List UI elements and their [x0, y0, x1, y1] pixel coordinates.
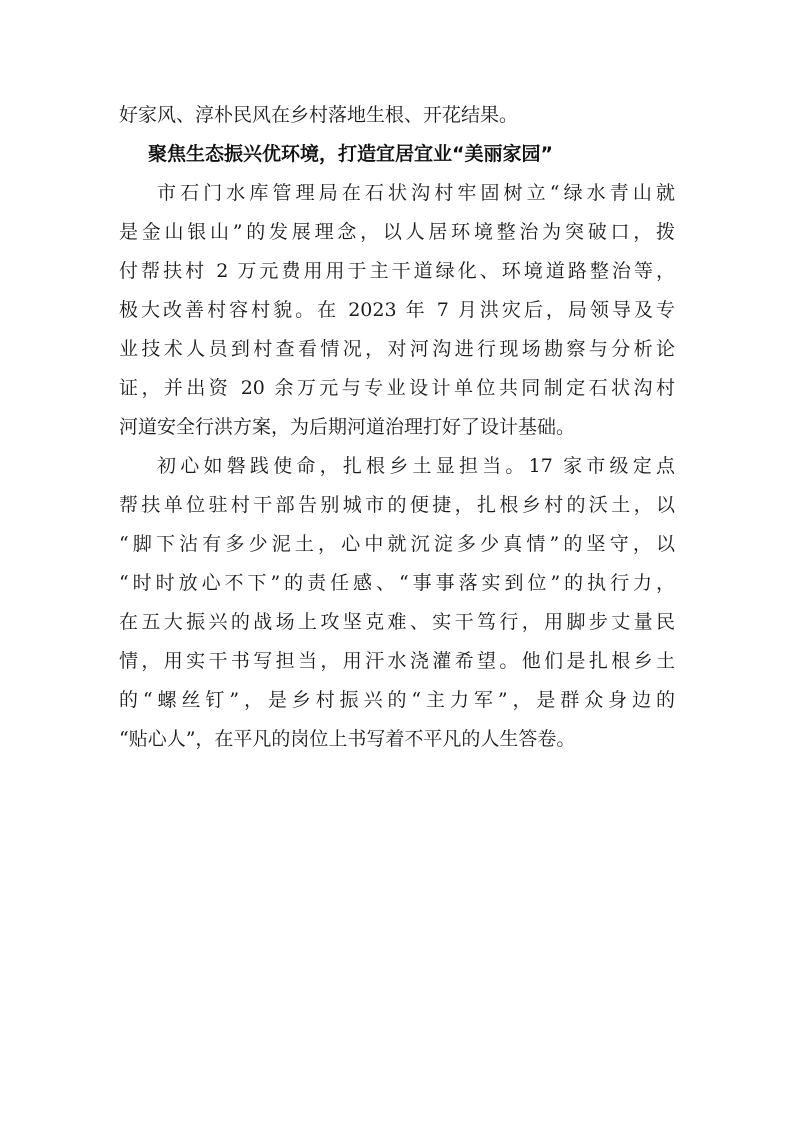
- text-line: 业技术人员到村查看情况，对河沟进行现场勘察与分析论: [119, 338, 675, 360]
- text-line: “时时放心不下”的责任感、“事事落实到位”的执行力，: [119, 572, 675, 594]
- text-line: 的“螺丝钉”，是乡村振兴的“主力军”，是群众身边的: [119, 689, 675, 711]
- paragraph-continuation: [119, 96, 675, 135]
- paragraph-mission: [119, 447, 675, 759]
- text-line: 付帮扶村 2 万元费用用于主干道绿化、环境道路整治等，: [119, 260, 675, 282]
- text-line: “贴心人”，在平凡的岗位上书写着不平凡的人生答卷。: [119, 728, 576, 750]
- text-line: 好家风、淳朴民风在乡村落地生根、开花结果。: [119, 104, 519, 126]
- text-line: 证，并出资 20 余万元与专业设计单位共同制定石状沟村: [119, 377, 675, 399]
- text-line: 在五大振兴的战场上攻坚克难、实干笃行，用脚步丈量民: [119, 611, 675, 633]
- text-line: 是金山银山”的发展理念，以人居环境整治为突破口，拨: [119, 221, 675, 243]
- text-line: 初心如磐践使命，扎根乡土显担当。17 家市级定点: [157, 455, 675, 477]
- text-line: 极大改善村容村貌。在 2023 年 7 月洪灾后，局领导及专: [119, 299, 675, 321]
- document-body: [119, 96, 675, 759]
- text-line: 情，用实干书写担当，用汗水浇灌希望。他们是扎根乡土: [119, 650, 675, 672]
- text-line: 河道安全行洪方案，为后期河道治理打好了设计基础。: [119, 416, 576, 438]
- text-line: “脚下沾有多少泥土，心中就沉淀多少真情”的坚守，以: [119, 533, 675, 555]
- text-line: 帮扶单位驻村干部告别城市的便捷，扎根乡村的沃土，以: [119, 494, 675, 516]
- text-line: 市石门水库管理局在石状沟村牢固树立“绿水青山就: [157, 182, 675, 204]
- paragraph-ecology: [119, 174, 675, 447]
- section-heading: 聚焦生态振兴优环境，打造宜居宜业“美丽家园”: [148, 143, 553, 165]
